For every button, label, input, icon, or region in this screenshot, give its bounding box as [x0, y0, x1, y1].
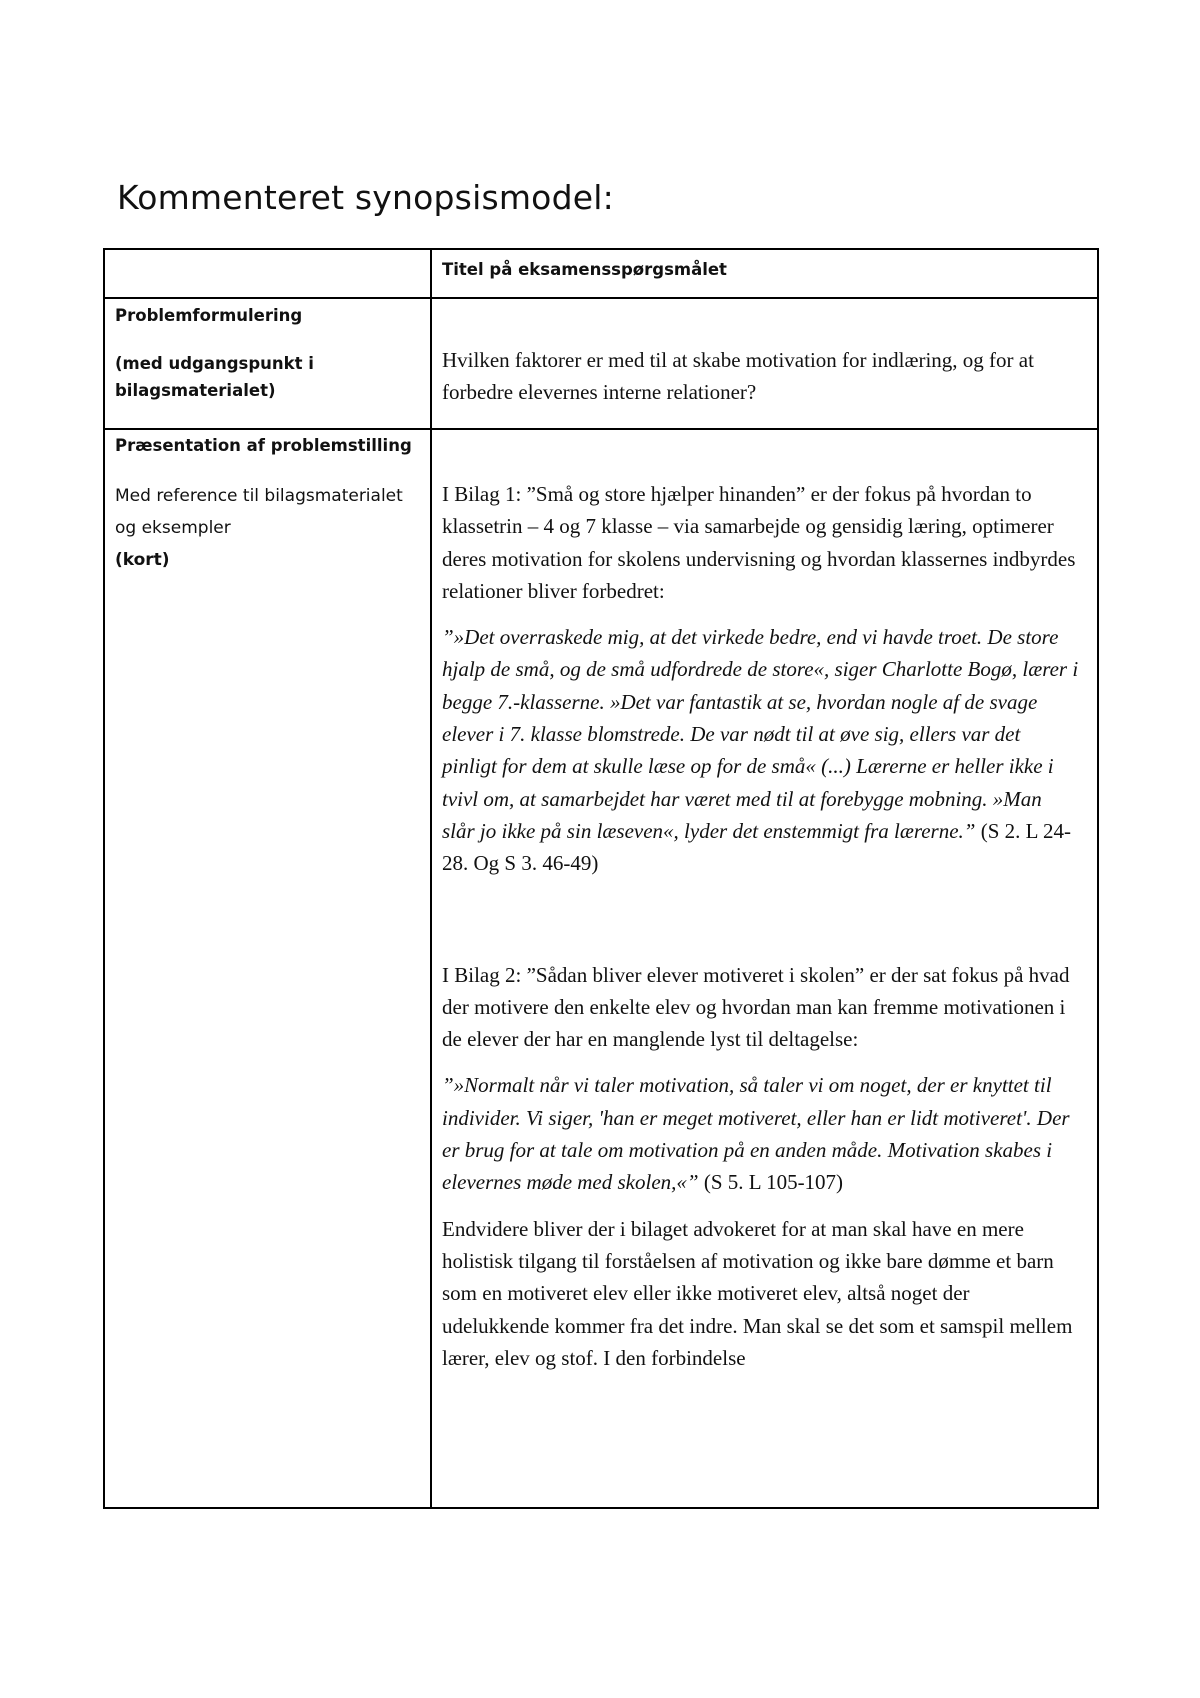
problem-label: Problemformulering [115, 306, 303, 325]
presentation-label-cell [104, 429, 431, 1508]
exam-question-title: Titel på eksamensspørgsmålet [442, 260, 727, 279]
presentation-label: Præsentation af problemstilling [115, 436, 412, 455]
bilag1-quote: ”»Det overraskede mig, at det virkede bedre, end vi havde troet. De store hjalp de små, og de små udfordrede de store«, siger Charlotte Bogø, lærer i begge 7.-klasserne. »Det var fantastik at se, hvordan nogle af de svage elever i 7. klasse blomstrede. De var nødt til at øve sig, ellers var det pinligt for dem at skulle læse op for de små« (...) Lærerne er heller ikke i tvivl om, at samarbejdet har været med til at forebygge mobning. »Man slår jo ikke på sin læseven«, lyder det enstemmigt fra lærerne.” [442, 625, 1079, 843]
problem-statement: Hvilken faktorer er med til at skabe motivation for indlæring, og for at forbedre elevernes interne relationer? [442, 348, 1034, 405]
page-title: Kommenteret synopsismodel: [117, 178, 614, 217]
problem-label-cell [104, 298, 431, 429]
problem-sublabel: (med udgangspunkt i bilagsmaterialet) [115, 354, 314, 400]
bilag2-intro: I Bilag 2: ”Sådan bliver elever motiveret i skolen” er der sat fokus på hvad der motivere den enkelte elev og hvordan man kan fremme motivationen i de elever der har en manglende lyst til deltagelse: [442, 962, 1070, 1052]
bilag1-intro: I Bilag 1: ”Små og store hjælper hinanden” er der fokus på hvordan to klassetrin – 4 og 7 klasse – via samarbejde og gensidig læring, optimerer deres motivation for skolens undervisning og hvordan klassernes indbyrdes relationer bliver forbedret: [442, 482, 1076, 603]
table-header-row [104, 249, 1098, 298]
bilag2-quote: ”»Normalt når vi taler motivation, så taler vi om noget, der er knyttet til individer. Vi siger, 'han er meget motiveret, eller han er lidt motiveret'. Der er brug for at tale om motivation på en anden måde. Motivation skabes i elevernes møde med skolen,«” [442, 1073, 1070, 1195]
bilag1-reference: (S 2. L 24- 28. Og S 3. 46-49) [442, 818, 1071, 876]
problem-row [104, 298, 1098, 429]
closing-paragraph: Endvidere bliver der i bilaget advokeret for at man skal have en mere holistisk tilgang til forståelsen af motivation og ikke bare dømme et barn som en motiveret elev eller ikke motiveret elev, altså noget der udelukkende kommer fra det indre. Man skal se det som et samspil mellem lærer, elev og stof. I den forbindelse [442, 1216, 1073, 1370]
header-title-cell [431, 249, 1098, 298]
presentation-row [104, 429, 1098, 1508]
header-empty-cell [104, 249, 431, 298]
bilag2-quote-paragraph [442, 1069, 1079, 1198]
problem-content-cell [431, 298, 1098, 429]
presentation-sublabel-bold: (kort) [115, 550, 170, 570]
presentation-sublabel [115, 480, 405, 576]
presentation-content-cell [431, 429, 1098, 1508]
bilag1-quote-paragraph [442, 621, 1079, 879]
bilag2-reference: (S 5. L 105-107) [698, 1170, 844, 1195]
presentation-sublabel-text: Med reference til bilagsmaterialet og eksempler [115, 486, 403, 538]
synopsis-table [103, 248, 1099, 1509]
